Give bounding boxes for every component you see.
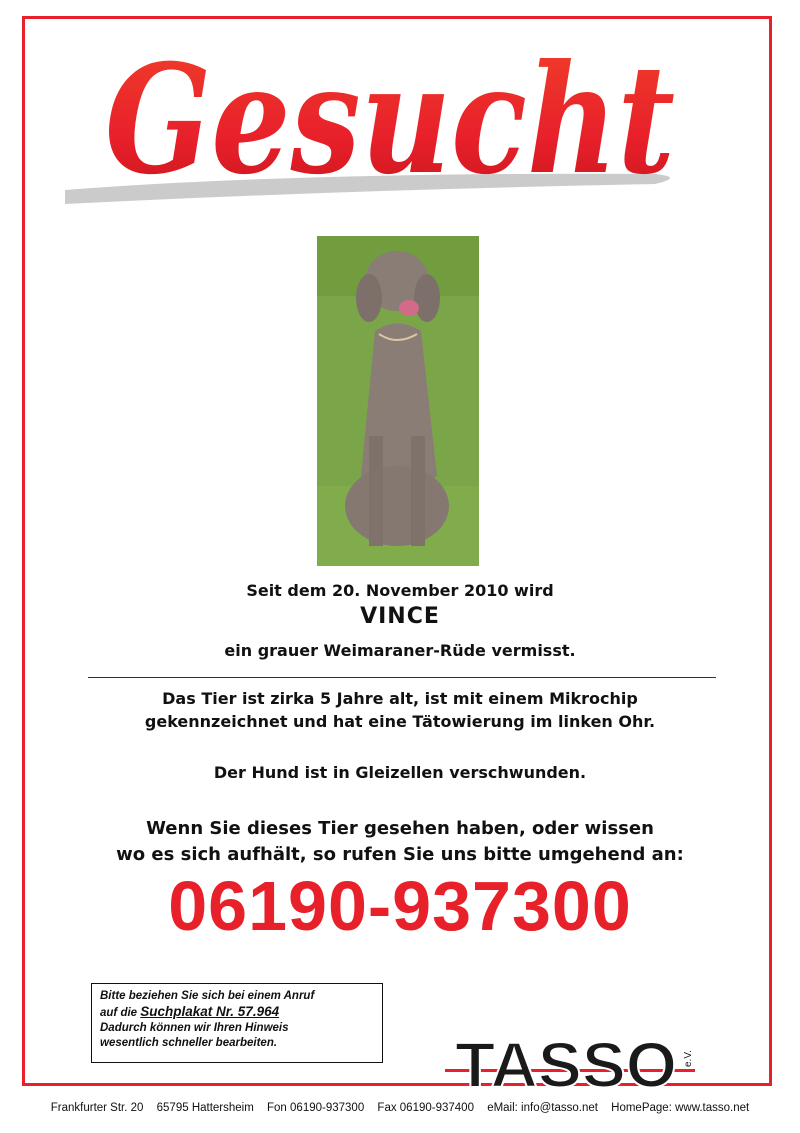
location-line: Der Hund ist in Gleizellen verschwunden. <box>213 763 587 782</box>
divider-line <box>88 677 716 678</box>
notice-line-3: Dadurch können wir Ihren Hinweis <box>100 1022 289 1034</box>
logo-suffix: e.V. <box>683 1050 694 1067</box>
dog-description: ein grauer Weimaraner-Rüde vermisst. <box>224 641 576 660</box>
appeal-line-2: wo es sich aufhält, so rufen Sie uns bitte umgehend an: <box>116 844 684 865</box>
headline-gesucht <box>95 22 695 212</box>
footer-fax: Fax 06190-937400 <box>377 1102 474 1114</box>
footer-address: Frankfurter Str. 20 <box>50 1102 144 1114</box>
phone-number: 06190-937300 <box>168 867 632 945</box>
notice-line-4: wesentlich schneller bearbeiten. <box>100 1037 278 1049</box>
dog-name: VINCE <box>360 604 440 629</box>
footer-email: eMail: info@tasso.net <box>487 1102 598 1114</box>
poster-reference: Suchplakat Nr. 57.964 <box>140 1004 280 1019</box>
reference-notice <box>91 983 383 1063</box>
headline-text: Gesucht <box>105 32 675 208</box>
tasso-logo <box>445 1027 705 1101</box>
dog-photo <box>317 236 479 566</box>
footer-homepage: HomePage: www.tasso.net <box>611 1102 750 1114</box>
footer-contact <box>0 1102 800 1114</box>
notice-prefix: auf die <box>100 1007 138 1019</box>
intro-line: Seit dem 20. November 2010 wird <box>246 581 554 600</box>
details-line-1: Das Tier ist zirka 5 Jahre alt, ist mit einem Mikrochip <box>162 689 638 708</box>
details-line-2: gekennzeichnet und hat eine Tätowierung im linken Ohr. <box>144 712 656 731</box>
logo-text: TASSO <box>455 1029 677 1101</box>
footer-phone: Fon 06190-937300 <box>267 1102 365 1114</box>
notice-line-2 <box>100 1004 374 1021</box>
footer-city: 65795 Hattersheim <box>156 1102 254 1114</box>
appeal-line-1: Wenn Sie dieses Tier gesehen haben, oder wissen <box>146 818 654 839</box>
notice-line-1: Bitte beziehen Sie sich bei einem Anruf <box>100 990 315 1002</box>
